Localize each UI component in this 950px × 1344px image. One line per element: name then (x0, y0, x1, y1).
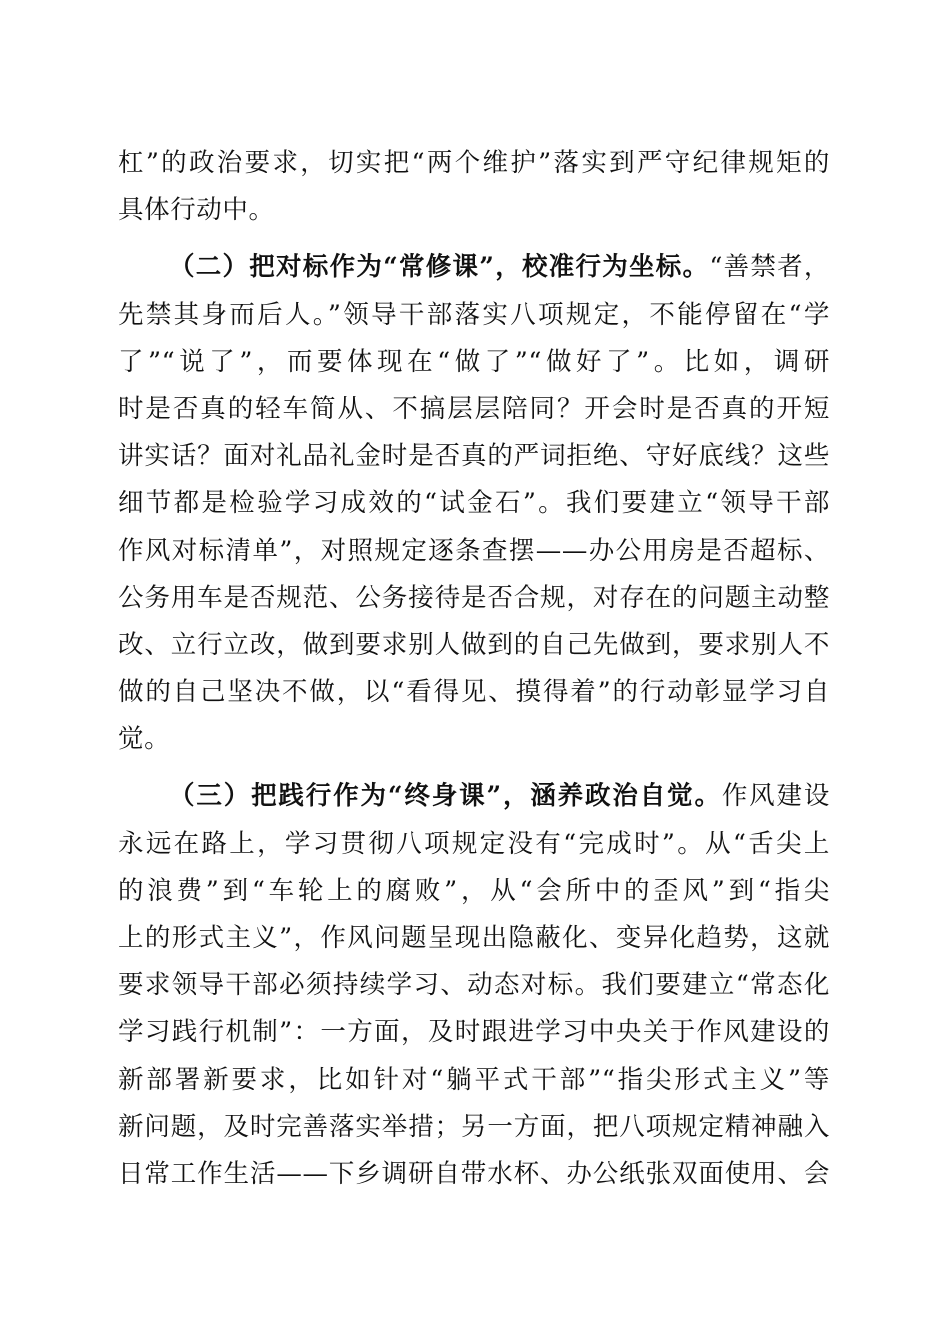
text-line: 学习践行机制”：一方面，及时跟进学习中央关于作风建设的 (118, 1017, 830, 1048)
section-heading: （三）把践行作为“终身课”，涵养政治自觉。 (169, 781, 722, 812)
text-line: 杠”的政治要求，切实把“两个维护”落实到严守纪律规矩的 (118, 148, 830, 178)
text-line (118, 244, 830, 291)
text-line: 做的自己坚决不做，以“看得见、摸得着”的行动彰显学习自 (118, 677, 830, 708)
text-line: 觉。 (118, 724, 171, 755)
text-line: 改、立行立改，做到要求别人做到的自己先做到，要求别人不 (118, 629, 830, 660)
text-line: 永远在路上，学习贯彻八项规定没有“完成时”。从“舌尖上 (118, 828, 830, 859)
text-line: 的浪费”到“车轮上的腐败”，从“会所中的歪风”到“指尖 (118, 875, 830, 906)
text-line: 上的形式主义”，作风问题呈现出隐蔽化、变异化趋势，这就 (118, 923, 830, 953)
document-body (118, 140, 830, 1198)
paragraph-p3 (118, 773, 830, 1198)
text-line: 要求领导干部必须持续学习、动态对标。我们要建立“常态化 (118, 970, 830, 1001)
text-line: 先禁其身而后人。”领导干部落实八项规定，不能停留在“学 (118, 299, 830, 330)
text-line: 日常工作生活——下乡调研自带水杯、办公纸张双面使用、会 (118, 1158, 830, 1189)
section-heading: （二）把对标作为“常修课”，校准行为坐标。 (169, 252, 710, 283)
line-text: “善禁者， (709, 252, 830, 283)
paragraph-gap (118, 234, 830, 244)
text-line: 公务用车是否规范、公务接待是否合规，对存在的问题主动整 (118, 582, 830, 613)
text-line: 讲实话？面对礼品礼金时是否真的严词拒绝、守好底线？这些 (118, 441, 830, 472)
text-line: 作风对标清单”，对照规定逐条查摆——办公用房是否超标、 (118, 535, 830, 566)
text-line: 新问题，及时完善落实举措；另一方面，把八项规定精神融入 (118, 1111, 830, 1142)
text-line: 时是否真的轻车简从、不搞层层陪同？开会时是否真的开短 (118, 393, 830, 424)
paragraph-gap (118, 763, 830, 773)
paragraph-p2 (118, 244, 830, 763)
text-line: 了”“说了”，而要体现在“做了”“做好了”。比如，调研 (118, 346, 830, 377)
paragraph-p1 (118, 140, 830, 234)
text-line: 具体行动中。 (118, 195, 275, 226)
text-line: 细节都是检验学习成效的“试金石”。我们要建立“领导干部 (118, 488, 830, 519)
line-text: 作风建设 (721, 781, 830, 812)
text-line: 新部署新要求，比如针对“躺平式干部”“指尖形式主义”等 (118, 1064, 830, 1095)
text-line (118, 773, 830, 820)
